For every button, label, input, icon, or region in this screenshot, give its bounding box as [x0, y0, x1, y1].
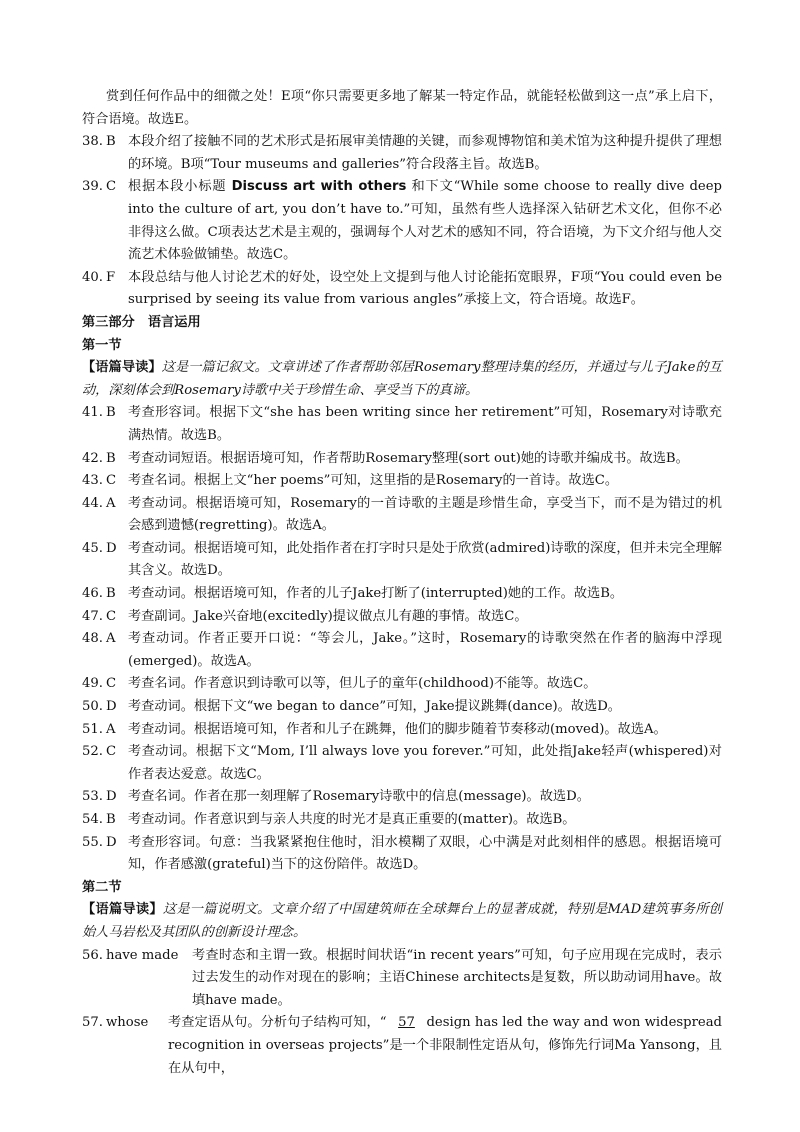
item-explanation: 考查形容词。根据下文“she has been writing since her retirement”可知，Rosemary对诗歌充满热情。故选B。: [128, 405, 722, 443]
answer-item-50: [82, 696, 722, 719]
answer-item-46: [82, 583, 722, 606]
item-explanation: 考查动词。根据语境可知，作者的儿子Jake打断了(interrupted)她的工作。故选B。: [128, 586, 624, 602]
explanation-part-a: 根据本段小标题: [128, 179, 227, 195]
item-answer: B: [106, 134, 116, 150]
subtitle-bold: Discuss art with others: [231, 179, 407, 195]
item-answer: C: [106, 608, 117, 624]
item-answer: D: [106, 834, 117, 850]
item-number: 55.: [82, 834, 103, 850]
continuation-paragraph: 赏到任何作品中的细微之处！E项“你只需要更多地了解某一特定作品，就能轻松做到这一点”承上启下，符合语境。故选E。: [82, 89, 722, 127]
item-explanation: 考查动词。作者正要开口说：“等会儿，Jake。”这时，Rosemary的诗歌突然在作者的脑海中浮现(emerged)。故选A。: [128, 631, 722, 669]
item-number: 38.: [82, 134, 103, 150]
item-answer: D: [106, 789, 117, 805]
section1-title: 第一节: [82, 337, 122, 353]
item-number: 44.: [82, 495, 103, 511]
explanation-part-b: design has led the way and won widespread recognition in overseas projects”是一个非限制性定语从句，修饰先行词Ma Yansong，且在从句中，: [168, 1015, 722, 1076]
answer-item-39: [82, 176, 722, 266]
item-explanation: 考查动词短语。根据语境可知，作者帮助Rosemary整理(sort out)她的诗歌并编成书。故选B。: [128, 450, 689, 466]
item-explanation: 考查名词。作者意识到诗歌可以等，但儿子的童年(childhood)不能等。故选C。: [128, 676, 597, 692]
answer-item-38: [82, 131, 722, 176]
answer-item-48: [82, 628, 722, 673]
item-explanation: 考查名词。根据上文“her poems”可知，这里指的是Rosemary的一首诗。故选C。: [128, 473, 619, 489]
item-answer: C: [106, 744, 117, 760]
item-explanation: 考查动词。根据语境可知，此处指作者在打字时只是处于欣赏(admired)诗歌的深度，但并未完全理解其含义。故选D。: [128, 540, 722, 579]
answer-item-40: [82, 267, 722, 312]
explanation-part-b: 和下文“While some choose to really dive deep into the culture of art, you don’t have to.”可知，虽然有些人选择深入钻研艺术文化，但你不必非得这么做。C项表达艺术是主观的，强调每个人对艺术的感知不同，符合语境，为下文介绍与他人交流艺术体验做铺垫。故选C。: [128, 179, 722, 263]
answer-item-45: [82, 538, 722, 583]
answer-item-57: [82, 1012, 722, 1080]
answer-item-47: [82, 606, 722, 629]
answer-item-41: [82, 402, 722, 447]
item-number: 39.: [82, 179, 103, 195]
item-number: 41.: [82, 405, 103, 421]
item-number: 57.: [82, 1015, 103, 1031]
answer-item-51: [82, 719, 722, 742]
item-answer: B: [106, 812, 116, 827]
section2-intro: [82, 899, 722, 944]
item-number: 40.: [82, 269, 103, 285]
item-number: 45.: [82, 540, 103, 556]
item-answer: A: [106, 721, 116, 737]
answer-item-54: [82, 809, 722, 832]
item-explanation: 考查动词。根据下文“we began to dance”可知，Jake提议跳舞(dance)。故选D。: [128, 699, 621, 715]
item-number: 43.: [82, 473, 103, 489]
item-answer: C: [106, 179, 117, 195]
item-answer: whose: [106, 1015, 149, 1031]
item-explanation: 本段介绍了接触不同的艺术形式是拓展审美情趣的关键，而参观博物馆和美术馆为这种提升提供了理想的环境。B项“Tour museums and galleries”符合段落主旨。故选B。: [128, 134, 722, 172]
item-explanation: 考查时态和主谓一致。根据时间状语“in recent years”可知，句子应用现在完成时，表示过去发生的动作对现在的影响；主语Chinese architects是复数，所以助动词用have。故填have made。: [192, 947, 722, 1008]
item-number: 42.: [82, 450, 103, 466]
intro-text: 这是一篇说明文。文章介绍了中国建筑师在全球舞台上的显著成就，特别是MAD建筑事务所创始人马岩松及其团队的创新设计理念。: [82, 902, 722, 940]
item-answer: C: [106, 676, 117, 692]
item-number: 52.: [82, 744, 103, 760]
item-number: 47.: [82, 608, 103, 624]
item-explanation: [128, 176, 722, 266]
item-explanation: [168, 1012, 722, 1080]
answer-item-53: [82, 786, 722, 809]
content: [82, 86, 722, 1080]
item-explanation: 考查动词。根据下文“Mom, I’ll always love you forever.”可知，此处指Jake轻声(whispered)对作者表达爱意。故选C。: [128, 744, 722, 782]
intro-label: 【语篇导读】: [82, 902, 163, 918]
intro-label: 【语篇导读】: [82, 360, 162, 376]
item-number: 48.: [82, 631, 103, 647]
item-explanation: 本段总结与他人讨论艺术的好处，设空处上文提到与他人讨论能拓宽眼界，F项“You could even be surprised by seeing its value from various angles”承接上文，符合语境。故选F。: [128, 269, 722, 308]
answer-item-55: [82, 832, 722, 877]
item-answer: F: [106, 269, 116, 285]
item-number: 50.: [82, 699, 103, 715]
item-answer: B: [106, 450, 116, 466]
item-explanation: 考查名词。作者在那一刻理解了Rosemary诗歌中的信息(message)。故选D。: [128, 789, 590, 805]
item-explanation: 考查动词。根据语境可知，Rosemary的一首诗歌的主题是珍惜生命，享受当下，而不是为错过的机会感到遗憾(regretting)。故选A。: [128, 495, 722, 534]
item-answer: A: [106, 631, 116, 647]
item-answer: D: [106, 540, 117, 556]
intro-text: 这是一篇记叙文。文章讲述了作者帮助邻居Rosemary整理诗集的经历，并通过与儿子Jake的互动，深刻体会到Rosemary诗歌中关于珍惜生命、享受当下的真谛。: [82, 360, 722, 398]
item-number: 46.: [82, 586, 103, 602]
blank-number: 57: [398, 1015, 415, 1031]
item-number: 53.: [82, 789, 103, 805]
item-answer: C: [106, 473, 117, 489]
item-answer: B: [106, 405, 116, 421]
answer-item-43: [82, 470, 722, 493]
answer-item-56: [82, 945, 722, 1013]
item-answer: B: [106, 586, 116, 602]
item-answer: D: [106, 699, 117, 715]
item-explanation: 考查形容词。句意：当我紧紧抱住他时，泪水模糊了双眼，心中满是对此刻相伴的感恩。根据语境可知，作者感激(grateful)当下的这份陪伴。故选D。: [128, 834, 722, 873]
explanation-part-a: 考查定语从句。分析句子结构可知，“: [168, 1015, 387, 1031]
section1-answer-list: [82, 402, 722, 876]
answer-item-44: [82, 493, 722, 538]
part3-title: 第三部分 语言运用: [82, 314, 201, 330]
item-explanation: 考查副词。Jake兴奋地(excitedly)提议做点儿有趣的事情。故选C。: [128, 608, 528, 624]
section2-title: 第二节: [82, 879, 122, 895]
item-number: 54.: [82, 812, 103, 827]
item-explanation: 考查动词。作者意识到与亲人共度的时光才是真正重要的(matter)。故选B。: [128, 812, 576, 827]
item-number: 49.: [82, 676, 103, 692]
section1-intro: [82, 357, 722, 402]
item-answer: A: [106, 495, 116, 511]
answer-item-49: [82, 673, 722, 696]
item-explanation: 考查动词。根据语境可知，作者和儿子在跳舞，他们的脚步随着节奏移动(moved)。故选A。: [128, 721, 667, 737]
answer-item-52: [82, 741, 722, 786]
item-number: 56.: [82, 947, 103, 963]
item-number: 51.: [82, 721, 103, 737]
item-answer: have made: [106, 947, 179, 963]
answer-item-42: [82, 448, 722, 471]
